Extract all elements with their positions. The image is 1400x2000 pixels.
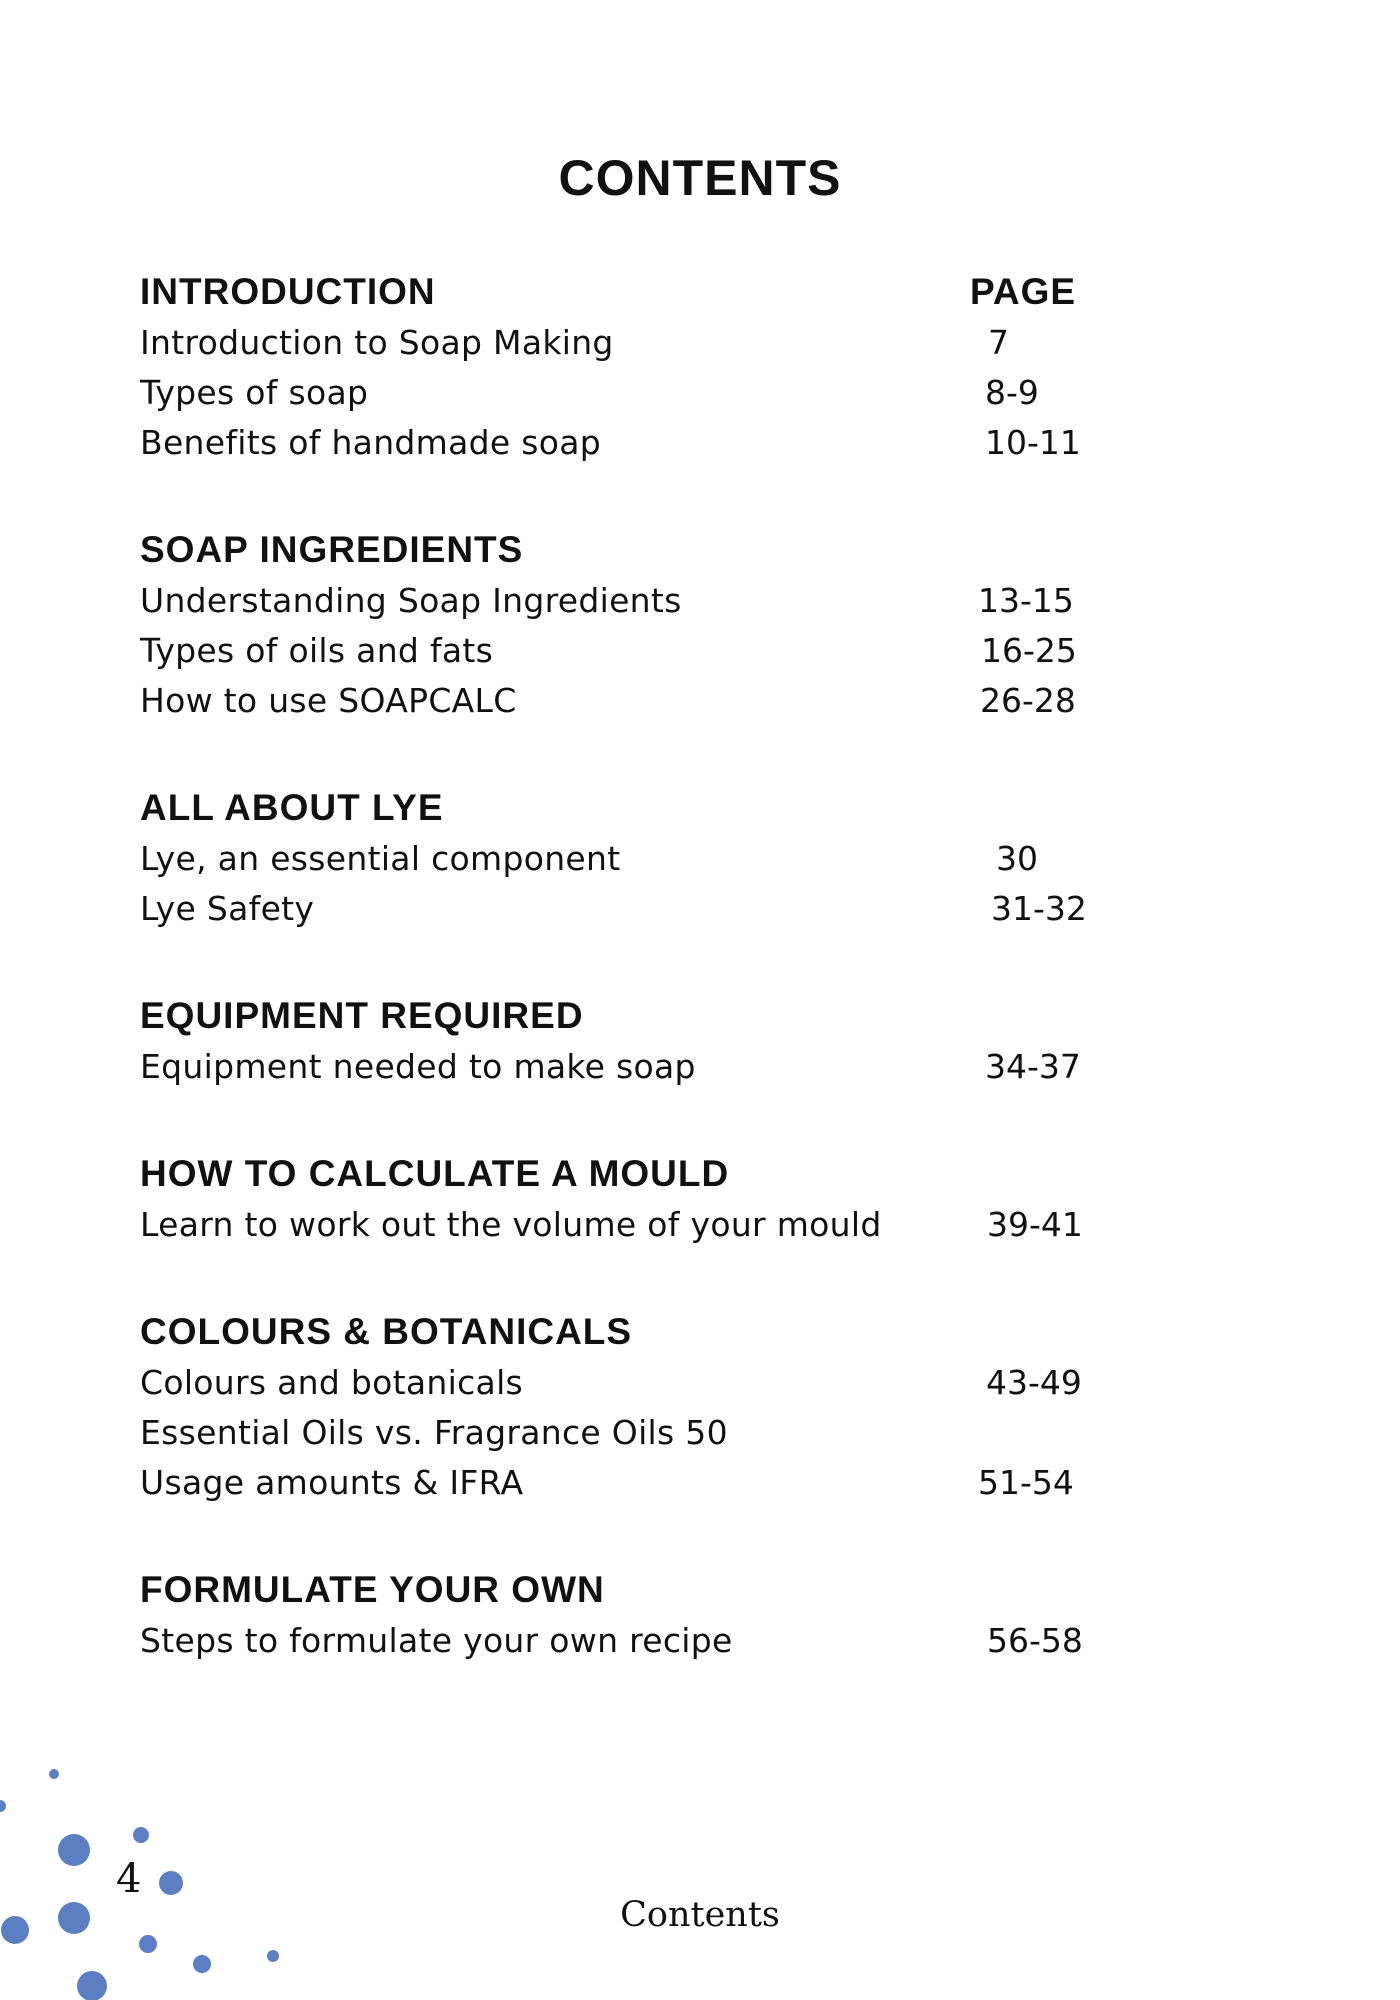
toc-section: [140, 1564, 1140, 1666]
toc-entry-label: Lye, an essential component: [140, 839, 621, 878]
toc-section: [140, 524, 1140, 726]
toc-entry[interactable]: [140, 1042, 1140, 1092]
toc-entry-label: Steps to formulate your own recipe: [140, 1621, 733, 1660]
decorative-dot: [0, 1800, 6, 1812]
toc-entry-page: 56-58: [987, 1621, 1083, 1660]
decorative-dot: [133, 1827, 149, 1843]
decorative-dot: [193, 1955, 211, 1973]
toc-entry-label: Types of soap: [140, 373, 369, 412]
toc-entry[interactable]: [140, 1458, 1140, 1508]
decorative-dot: [267, 1950, 279, 1962]
page-column-label: PAGE: [970, 271, 1077, 312]
section-heading: ALL ABOUT LYE: [140, 787, 444, 828]
toc-section: [140, 990, 1140, 1092]
toc-entry-label: Essential Oils vs. Fragrance Oils 50: [140, 1413, 728, 1452]
toc-entry-page: 7: [988, 323, 1009, 362]
toc-entry-label: Colours and botanicals: [140, 1363, 524, 1402]
toc-entry[interactable]: [140, 368, 1140, 418]
toc-entry[interactable]: [140, 1616, 1140, 1666]
section-heading: EQUIPMENT REQUIRED: [140, 995, 584, 1036]
toc-entry-page: 10-11: [985, 423, 1081, 462]
toc-section: [140, 1306, 1140, 1508]
toc-entry-label: Understanding Soap Ingredients: [140, 581, 682, 620]
toc-entry-page: 13-15: [978, 581, 1074, 620]
toc-entry-label: Lye Safety: [140, 889, 315, 928]
toc-entry-page: 34-37: [985, 1047, 1081, 1086]
footer-section-title: Contents: [620, 1895, 780, 1935]
toc-entry-label: Introduction to Soap Making: [140, 323, 614, 362]
section-heading: COLOURS & BOTANICALS: [140, 1311, 633, 1352]
decorative-dots: [0, 1750, 320, 2000]
table-of-contents: [140, 266, 1140, 1722]
toc-entry[interactable]: [140, 418, 1140, 468]
footer-page-number: 4: [116, 1856, 142, 1902]
toc-entry[interactable]: [140, 1408, 1140, 1458]
toc-entry-label: Benefits of handmade soap: [140, 423, 602, 462]
toc-entry-page: 30: [996, 839, 1038, 878]
toc-entry[interactable]: [140, 834, 1140, 884]
section-heading: INTRODUCTION: [140, 271, 436, 312]
toc-section: [140, 1148, 1140, 1250]
toc-entry-page: 43-49: [986, 1363, 1082, 1402]
toc-entry-label: How to use SOAPCALC: [140, 681, 517, 720]
section-heading: FORMULATE YOUR OWN: [140, 1569, 605, 1610]
toc-entry-page: 39-41: [987, 1205, 1083, 1244]
toc-entry[interactable]: [140, 676, 1140, 726]
toc-entry-page: 8-9: [985, 373, 1039, 412]
toc-entry-label: Learn to work out the volume of your mould: [140, 1205, 882, 1244]
toc-entry[interactable]: [140, 318, 1140, 368]
page-title: CONTENTS: [558, 150, 842, 206]
toc-entry-page: 26-28: [980, 681, 1076, 720]
toc-entry[interactable]: [140, 576, 1140, 626]
toc-entry-page: 31-32: [991, 889, 1087, 928]
toc-entry-page: 51-54: [978, 1463, 1074, 1502]
toc-entry-label: Types of oils and fats: [140, 631, 494, 670]
toc-entry[interactable]: [140, 1200, 1140, 1250]
toc-section: [140, 266, 1140, 468]
toc-entry[interactable]: [140, 626, 1140, 676]
decorative-dot: [77, 1971, 107, 2000]
toc-entry-label: Equipment needed to make soap: [140, 1047, 696, 1086]
toc-entry-page: 16-25: [981, 631, 1077, 670]
decorative-dot: [58, 1834, 90, 1866]
toc-entry[interactable]: [140, 884, 1140, 934]
section-heading: HOW TO CALCULATE A MOULD: [140, 1153, 730, 1194]
decorative-dot: [49, 1769, 59, 1779]
section-heading: SOAP INGREDIENTS: [140, 529, 524, 570]
toc-entry-label: Usage amounts & IFRA: [140, 1463, 524, 1502]
toc-entry[interactable]: [140, 1358, 1140, 1408]
toc-section: [140, 782, 1140, 934]
